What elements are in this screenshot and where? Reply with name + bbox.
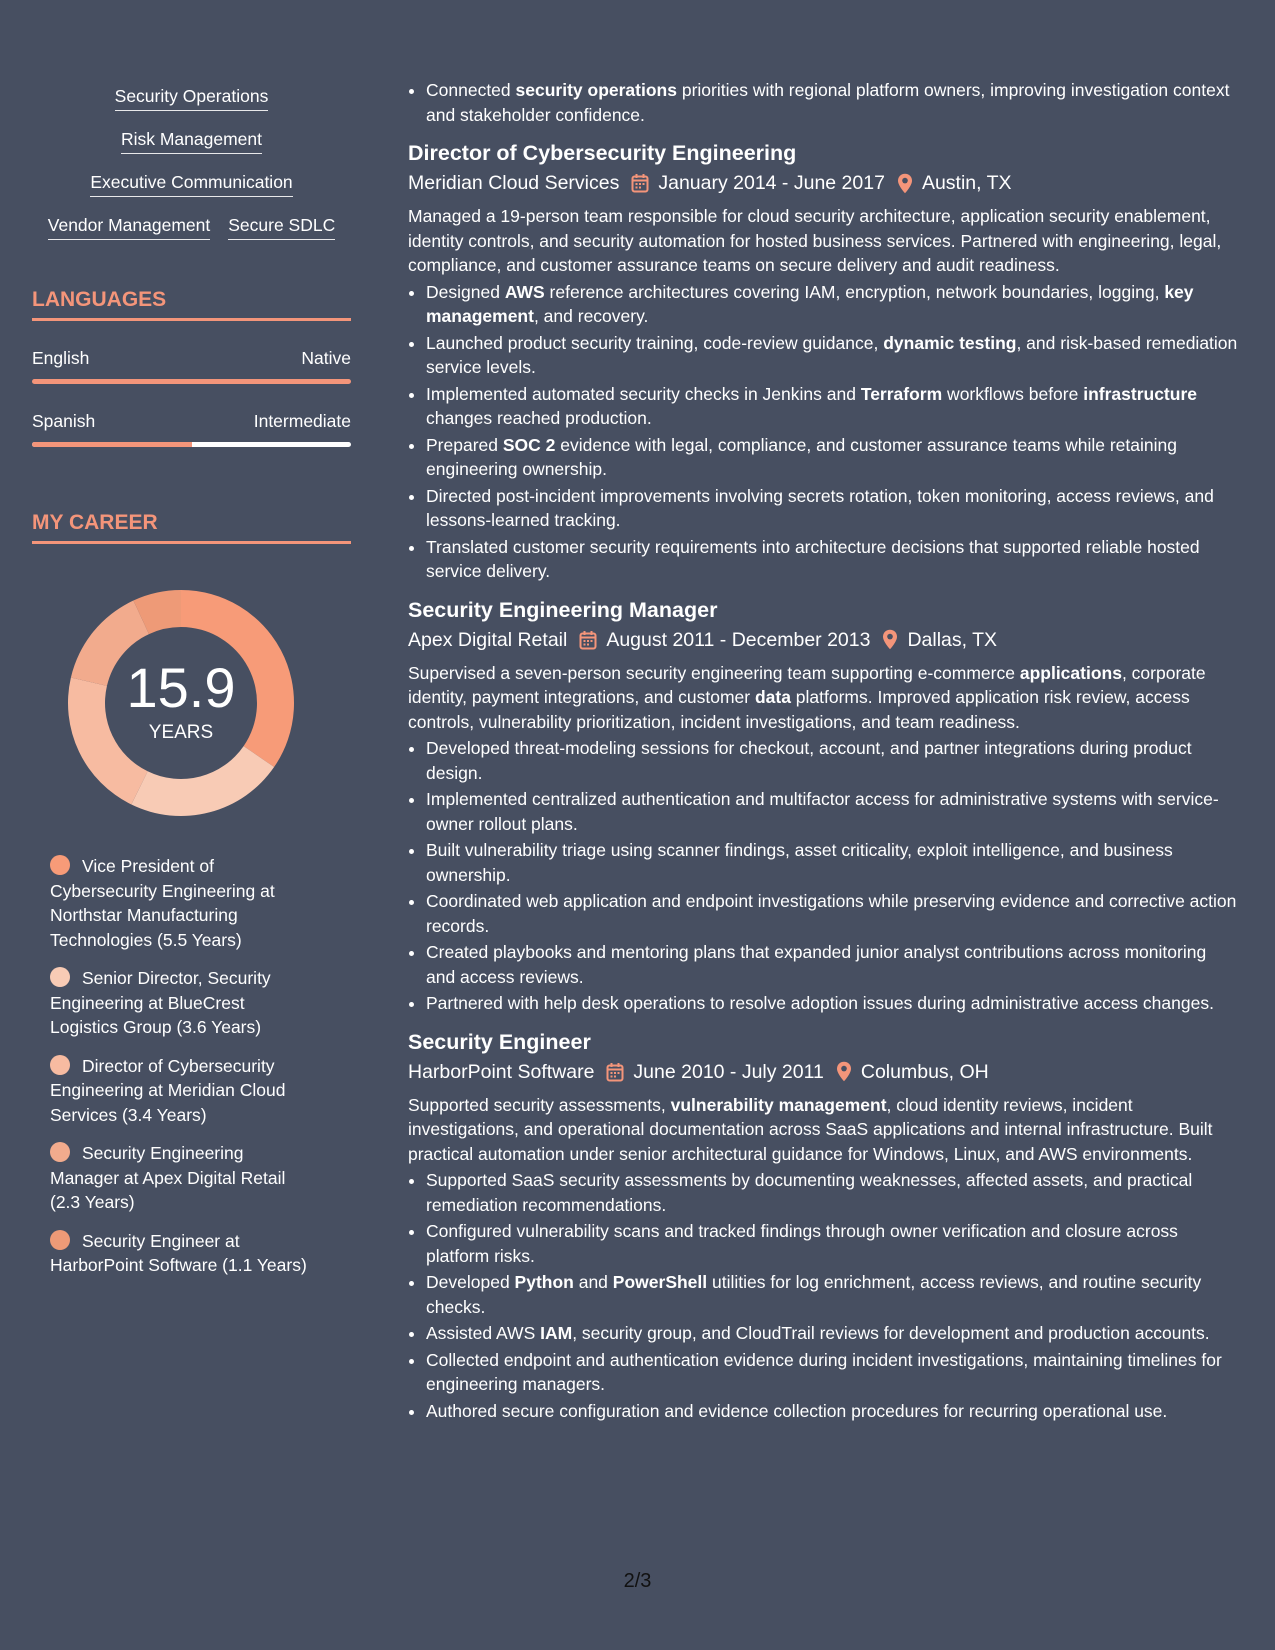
language-item-english (32, 347, 351, 384)
legend-label: Director of Cybersecurity Engineering at Meridian Cloud Services (3.4 Years) (50, 1055, 286, 1125)
text-segment: Authored secure configuration and evidence collection procedures for recurring operational use. (426, 1400, 1168, 1421)
legend-color-dot (50, 1142, 70, 1162)
jobs-list (408, 139, 1240, 1423)
text-segment: , corporate identity, payment integrations, and customer (408, 662, 1206, 707)
career-years-unit: YEARS (148, 722, 214, 743)
legend-color-dot (50, 1230, 70, 1250)
text-segment: workflows before (942, 383, 1084, 404)
bullet-item (426, 1321, 1240, 1346)
skills-list (32, 84, 351, 240)
text-segment: Configured vulnerability scans and tracked findings through owner verification and closure across platform risks. (426, 1221, 1178, 1266)
text-segment: changes reached production. (426, 408, 652, 428)
text-segment: Managed a 19-person team responsible for cloud security architecture, application security enablement, identity controls, and security automation for hosted business services. Partnered with engineering, legal, compliance, and customer assurance teams on secure delivery and audit readiness. (408, 206, 1222, 275)
bullet-item (426, 1168, 1240, 1217)
bullet-item (426, 433, 1240, 482)
text-segment: platforms. Improved application risk review, access controls, vulnerability prioritization, incident investigations, and team readiness. (408, 687, 1190, 732)
language-level: Native (301, 348, 351, 368)
bullet-item (426, 991, 1240, 1016)
bullet-item (426, 940, 1240, 989)
legend-label: Vice President of Cybersecurity Engineering at Northstar Manufacturing Technologies (5.5 Years) (50, 856, 275, 950)
text-segment: priorities with regional platform owners, improving investigation context and stakeholder confidence. (426, 80, 1230, 125)
location-pin-icon (882, 629, 898, 650)
text-segment: Directed post-incident improvements involving secrets rotation, token monitoring, access reviews, and lessons-learned tracking. (426, 485, 1214, 530)
job-title: Director of Cybersecurity Engineering (408, 141, 797, 165)
language-item-spanish (32, 410, 351, 447)
bullet-item (426, 1270, 1240, 1319)
experience-section (408, 78, 1240, 1425)
skill-row (32, 127, 351, 154)
career-legend-item (50, 966, 312, 1040)
job-dates: January 2014 - June 2017 (658, 172, 885, 194)
company-name: Meridian Cloud Services (408, 172, 620, 194)
bold-keyword: security operations (515, 80, 677, 100)
company-name: HarborPoint Software (408, 1060, 595, 1083)
job-description (408, 661, 1240, 735)
text-segment: Implemented automated security checks in Jenkins and (426, 383, 861, 404)
bold-keyword: Python (514, 1272, 574, 1292)
language-level-bar (32, 379, 351, 384)
calendar-icon (579, 630, 597, 650)
bold-keyword: SOC 2 (502, 434, 556, 455)
bold-keyword: PowerShell (612, 1272, 708, 1292)
bold-keyword: AWS (504, 281, 545, 302)
bullet-item (426, 736, 1240, 785)
bullet-item (426, 1399, 1240, 1424)
skill-tag: Executive Communication (90, 170, 292, 197)
text-segment: Translated customer security requirements into architecture decisions that supported reliable hosted service delivery. (426, 536, 1200, 581)
location-pin-icon (897, 173, 913, 194)
job-meta (408, 169, 1240, 197)
language-level: Intermediate (253, 411, 351, 431)
bold-keyword: dynamic testing (883, 332, 1017, 353)
legend-color-dot (50, 855, 70, 875)
legend-label: Senior Director, Security Engineering at BlueCrest Logistics Group (3.6 Years) (50, 968, 271, 1037)
job-location: Austin, TX (921, 172, 1012, 194)
career-legend (50, 854, 312, 1278)
bold-keyword: infrastructure (1083, 383, 1197, 404)
text-segment: Supervised a seven-person security engineering team supporting e-commerce (408, 662, 1020, 683)
text-segment: Collected endpoint and authentication evidence during incident investigations, maintaining timelines for engineering managers. (426, 1349, 1222, 1394)
language-name: Spanish (32, 411, 96, 431)
location-pin-icon (836, 1061, 852, 1082)
career-donut-chart (66, 588, 296, 818)
bold-keyword: applications (1019, 662, 1122, 683)
company-name: Apex Digital Retail (408, 628, 568, 651)
bullet-item (426, 838, 1240, 887)
career-legend-item (50, 854, 312, 952)
language-name: English (32, 348, 90, 368)
job-title: Security Engineer (408, 1029, 591, 1054)
bold-keyword: data (754, 687, 791, 707)
bold-keyword: key management (426, 281, 1194, 326)
bullet-item (426, 1348, 1240, 1397)
text-segment: utilities for log enrichment, access reviews, and routine security checks. (426, 1272, 1202, 1317)
career-total-years: 15.9 (126, 656, 236, 719)
bullet-item (426, 535, 1240, 584)
text-segment: Built vulnerability triage using scanner findings, asset criticality, exploit intelligence, and business ownership. (426, 840, 1173, 885)
career-legend-item (50, 1141, 312, 1215)
text-segment: Prepared (426, 434, 503, 455)
job-bullets (408, 1168, 1240, 1423)
text-segment: , and risk-based remediation service levels. (426, 332, 1238, 377)
page-number: 2/3 (623, 1570, 652, 1592)
text-segment: Implemented centralized authentication and multifactor access for administrative systems with service-owner rollout plans. (426, 789, 1219, 834)
text-segment: Assisted AWS (426, 1323, 541, 1343)
career-legend-item (50, 1054, 312, 1128)
skill-tag: Security Operations (115, 84, 269, 111)
skill-tag: Vendor Management (48, 213, 210, 240)
text-segment: Developed (426, 1272, 515, 1292)
calendar-icon (631, 173, 649, 193)
text-segment: , cloud identity reviews, incident investigations, and operational documentation across SaaS applications and internal infrastructure. Built practical automation under senior architectural guidance for Windows, Linux, and AWS environments. (408, 1094, 1213, 1164)
job-description (408, 204, 1240, 278)
languages-heading: LANGUAGES (32, 288, 351, 321)
job-bullets (408, 280, 1240, 584)
language-level-fill (32, 442, 192, 447)
text-segment: evidence with legal, compliance, and customer assurance teams while retaining engineering ownership. (426, 434, 1177, 479)
career-section (32, 511, 351, 1278)
language-level-fill (32, 379, 351, 384)
text-segment: Launched product security training, code-review guidance, (426, 332, 884, 353)
legend-label: Security Engineering Manager at Apex Digital Retail (2.3 Years) (50, 1143, 286, 1212)
job-bullets (408, 736, 1240, 1016)
languages-section (32, 288, 351, 447)
skill-tag: Secure SDLC (228, 213, 335, 240)
career-legend-item (50, 1229, 312, 1278)
language-level-bar (32, 442, 351, 447)
bullet-item (426, 78, 1240, 127)
text-segment: Connected (426, 80, 516, 100)
text-segment: , security group, and CloudTrail reviews for development and production accounts. (572, 1323, 1210, 1343)
bullet-item (426, 484, 1240, 533)
job-entry (408, 139, 1240, 584)
bold-keyword: Terraform (860, 383, 943, 404)
job-entry (408, 596, 1240, 1016)
job-meta (408, 626, 1240, 654)
job-description (408, 1093, 1240, 1167)
skill-tag: Risk Management (121, 127, 262, 154)
job-title: Security Engineering Manager (408, 597, 718, 622)
job-dates: June 2010 - July 2011 (633, 1060, 824, 1083)
text-segment: reference architectures covering IAM, encryption, network boundaries, logging, (544, 281, 1165, 302)
calendar-icon (606, 1062, 624, 1082)
bullet-item (426, 382, 1240, 431)
continued-bullets (408, 78, 1240, 127)
job-meta (408, 1058, 1240, 1086)
job-dates: August 2011 - December 2013 (606, 628, 871, 651)
job-location: Dallas, TX (907, 628, 998, 651)
text-segment: Designed (426, 281, 505, 302)
legend-color-dot (50, 967, 70, 987)
skill-row (32, 170, 351, 197)
bullet-item (426, 889, 1240, 938)
text-segment: Partnered with help desk operations to resolve adoption issues during administrative access changes. (426, 993, 1214, 1013)
text-segment: Created playbooks and mentoring plans that expanded junior analyst contributions across monitoring and access reviews. (426, 942, 1207, 987)
job-location: Columbus, OH (860, 1060, 989, 1083)
bold-keyword: IAM (540, 1323, 573, 1343)
bold-keyword: vulnerability management (670, 1094, 887, 1115)
sidebar (32, 84, 351, 1292)
legend-color-dot (50, 1055, 70, 1075)
skill-row (32, 84, 351, 111)
job-entry (408, 1028, 1240, 1424)
text-segment: and (573, 1272, 613, 1292)
legend-label: Security Engineer at HarborPoint Software (1.1 Years) (50, 1230, 307, 1275)
text-segment: Supported SaaS security assessments by documenting weaknesses, affected assets, and practical remediation recommendations. (426, 1170, 1193, 1215)
skill-row (32, 213, 351, 240)
text-segment: , and recovery. (533, 306, 649, 326)
bullet-item (426, 331, 1240, 380)
text-segment: Supported security assessments, (408, 1094, 671, 1115)
career-heading: MY CAREER (32, 511, 351, 544)
bullet-item (426, 1219, 1240, 1268)
text-segment: Coordinated web application and endpoint investigations while preserving evidence and corrective action records. (426, 891, 1237, 936)
bullet-item (426, 280, 1240, 329)
text-segment: Developed threat-modeling sessions for checkout, account, and partner integrations during product design. (426, 738, 1192, 783)
bullet-item (426, 787, 1240, 836)
